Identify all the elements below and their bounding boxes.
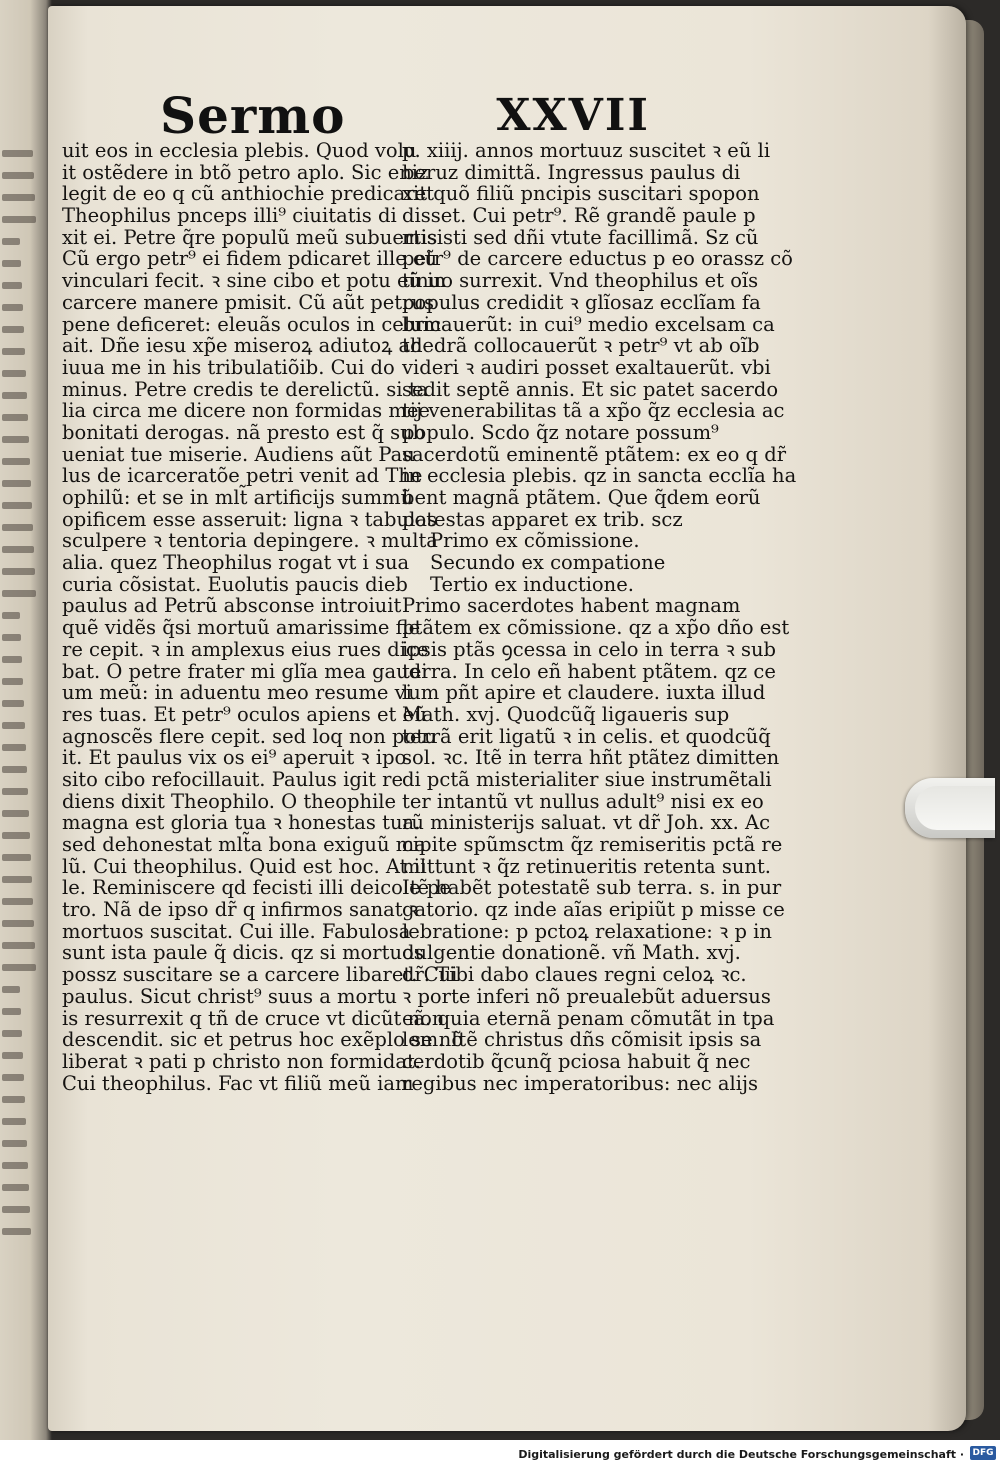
header-numeral: XXVII: [496, 90, 650, 141]
text-line: eã. quia eternã penam cõmutãt in tpa: [402, 1006, 775, 1030]
text-line: descendit. sic et petrus hoc exẽplo se nõ: [62, 1028, 464, 1052]
adjacent-page-text-mark: [2, 1140, 27, 1147]
adjacent-page-text-mark: [2, 832, 30, 839]
text-line: bat. O petre frater mi glĩa mea gaudi: [62, 659, 428, 683]
text-line: lia circa me dicere non formidas mee: [62, 399, 430, 423]
text-line: ꝛ porte inferi nõ preualebũt aduersus: [402, 984, 771, 1008]
adjacent-page-text-mark: [2, 568, 35, 575]
adjacent-page-text-mark: [2, 1184, 29, 1191]
adjacent-page-text-mark: [2, 1008, 21, 1015]
adjacent-page-text-mark: [2, 480, 31, 487]
text-line: cerdotib q̃cunq̃ pciosa habuit q̃ nec: [402, 1049, 751, 1073]
text-line: di pctã misterialiter siue instrumẽtali: [402, 767, 772, 791]
text-line: terrã erit ligatũ ꝛ in celis. et quodcũq̃: [402, 724, 771, 748]
adjacent-page-text-mark: [2, 414, 28, 421]
text-line: diens dixit Theophilo. O theophile: [62, 789, 397, 813]
text-line: Primo ex cõmissione.: [430, 529, 640, 553]
text-line: tro. Nã de ipso dr̃ q infirmos sanat ꝛ: [62, 898, 419, 922]
text-line: quẽ vidẽs q̃si mortuũ amarissime fle: [62, 616, 421, 640]
adjacent-page-text-mark: [2, 1030, 22, 1037]
text-line: populo. Scdo q̃z notare possum⁹: [402, 420, 719, 444]
adjacent-page-text-mark: [2, 744, 26, 751]
adjacent-page-text-mark: [2, 788, 28, 795]
adjacent-page-text-mark: [2, 876, 32, 883]
text-line: paulus. Sicut christ⁹ suus a mortu: [62, 984, 397, 1008]
adjacent-page-text-mark: [2, 436, 29, 443]
text-column-right: [402, 139, 797, 1095]
text-line: tij venerabilitas tã a xp̃o q̃z ecclesia ac: [402, 399, 785, 423]
text-line: in ecclesia plebis. qz in sancta ecclĩa ha: [402, 464, 797, 488]
adjacent-page-text-mark: [2, 1096, 25, 1103]
text-line: bent magnã ptãtem. Que q̃dem eorũ: [402, 486, 761, 509]
adjacent-page-text-mark: [2, 920, 34, 927]
text-line: sol. ꝛc. Itẽ in terra hñt ptãtez dimitten: [402, 746, 780, 770]
text-line: res tuas. Et petr⁹ oculos apiens et eũ: [62, 702, 427, 726]
text-line: ptãtem ex cõmissione. qz a xp̃o dño est: [402, 616, 790, 640]
text-line: sacerdotũ eminentẽ ptãtem: ex eo q dr̃: [402, 442, 787, 466]
text-line: mittunt ꝛ q̃z retinueritis retenta sunt.: [402, 854, 771, 878]
text-line: magna est gloria tua ꝛ honestas tua.: [62, 811, 421, 835]
text-line: misisti sed dñi vtute facillimã. Sz cũ: [402, 225, 759, 249]
adjacent-page-text-mark: [2, 810, 29, 817]
adjacent-page-text-mark: [2, 348, 25, 355]
text-line: uit eos in ecclesia plebis. Quod volu: [62, 139, 417, 162]
text-line: ipsis ptãs ꝯcessa in celo in terra ꝛ sub: [402, 637, 777, 661]
text-line: ter intantũ vt nullus adult⁹ nisi ex eo: [402, 789, 764, 813]
adjacent-page-text-mark: [2, 1228, 31, 1235]
text-line: um meũ: in aduentu meo resume vi: [62, 681, 412, 705]
adjacent-page-text-mark: [2, 766, 27, 773]
text-line: lebratione: p pctoꝝ relaxatione: ꝛ p in: [402, 919, 772, 943]
text-line: populus credidit ꝛ glĩosaz ecclĩam fa: [402, 290, 761, 314]
adjacent-page-text-mark: [2, 172, 34, 179]
text-line: ophilũ: et se in mlt̃ artificijs summũ: [62, 486, 414, 509]
adjacent-page-text-mark: [2, 238, 20, 245]
text-line: sito cibo refocillauit. Paulus igit re: [62, 767, 403, 791]
adjacent-page-text-mark: [2, 700, 24, 707]
adjacent-page-text-mark: [2, 326, 24, 333]
text-line: gatorio. qz inde aĩas eripiũt p misse ce: [402, 898, 785, 922]
text-line: sunt ista paule q̃ dicis. qz si mortuos: [62, 941, 424, 965]
text-line: ait. Dñe iesu xp̃e miseroꝝ adiutoꝝ ad: [62, 334, 423, 358]
text-line: re cepit. ꝛ in amplexus eius rues dice: [62, 637, 429, 661]
text-line: legit de eo q cũ anthiochie predicaret: [62, 182, 434, 206]
text-line: curia cõsistat. Euolutis paucis dieb: [62, 572, 408, 596]
text-line: sculpere ꝛ tentoria depingere. ꝛ multa: [62, 529, 438, 553]
text-line: opificem esse asseruit: ligna ꝛ tabulas: [62, 507, 437, 531]
adjacent-page-text-mark: [2, 1162, 28, 1169]
adjacent-page-text-mark: [2, 304, 23, 311]
page-clip-inner: [915, 786, 995, 830]
text-line: possz suscitare se a carcere libaret. Cui: [62, 963, 458, 987]
dfg-logo: DFG: [970, 1446, 996, 1460]
text-line: is resurrexit q tñ de cruce vt dicũt non: [62, 1006, 445, 1030]
adjacent-page-text-mark: [2, 260, 21, 267]
text-line: rũ ministerijs saluat. vt dr̃ Joh. xx. Ac: [402, 811, 771, 835]
text-line: it ostẽdere in btõ petro aplo. Sic eniz: [62, 160, 429, 184]
adjacent-page-text-mark: [2, 1074, 24, 1081]
adjacent-page-text-mark: [2, 546, 34, 553]
adjacent-page-text-mark: [2, 590, 36, 597]
text-line: videri ꝛ audiri posset exaltauerũt. vbi: [402, 355, 771, 379]
text-line: Cui theophilus. Fac vt filiũ meũ iam: [62, 1071, 414, 1095]
text-line: agnoscẽs flere cepit. sed loq non potu: [62, 724, 437, 748]
adjacent-page-text-mark: [2, 1118, 26, 1125]
text-line: lus de icarceratõe petri venit ad The: [62, 464, 423, 488]
adjacent-page-text-mark: [2, 458, 30, 465]
adjacent-page-text-mark: [2, 986, 20, 993]
adjacent-page-text-mark: [2, 612, 20, 619]
adjacent-page-text-mark: [2, 854, 31, 861]
adjacent-page-text-mark: [2, 1052, 23, 1059]
adjacent-page-text-mark: [2, 898, 33, 905]
text-line: bonitati derogas. nã presto est q̃ sub: [62, 420, 426, 444]
text-line: it. Et paulus vix os ei⁹ aperuit ꝛ ipo: [62, 746, 407, 770]
text-line: Primo sacerdotes habent magnam: [402, 594, 741, 618]
text-line: sed dehonestat mlt̃a bona exiguũ ma: [62, 833, 426, 856]
adjacent-page-text-mark: [2, 942, 35, 949]
text-line: cipite spũmsctm q̃z remiseritis pctã re: [402, 833, 783, 856]
text-line: vinculari fecit. ꝛ sine cibo et potu eũ in: [62, 269, 447, 293]
adjacent-page-edge: [0, 0, 52, 1440]
adjacent-page-text-mark: [2, 678, 23, 685]
text-line: lem. Itẽ christus dñs cõmisit ipsis sa: [402, 1028, 762, 1052]
text-line: Cũ ergo petr⁹ ei fidem pdicaret ille eũ: [62, 247, 438, 271]
text-line: lũ. Cui theophilus. Quid est hoc. At il: [62, 854, 427, 878]
text-line: minus. Petre credis te derelictũ. si ta: [62, 377, 429, 401]
text-line: Tertio ex inductione.: [430, 572, 634, 596]
text-line: iuua me in his tribulatiõib. Cui do: [62, 355, 395, 379]
text-line: petr⁹ de carcere eductus p eo orassz cõ: [402, 247, 793, 271]
text-line: dr̃. Tibi dabo claues regni celoꝝ ꝛc.: [402, 963, 747, 987]
text-line: pene deficeret: eleuãs oculos in celum: [62, 312, 442, 336]
adjacent-page-text-mark: [2, 194, 35, 201]
text-line: dulgentie donationẽ. vñ Math. xvj.: [402, 941, 741, 965]
text-line: alia. quez Theophilus rogat vt i sua: [62, 551, 410, 575]
text-line: potestas apparet ex trib. scz: [402, 507, 683, 531]
text-column-left: [62, 139, 464, 1095]
text-line: xit ei. Petre q̃re populũ meũ subuertis: [62, 225, 438, 249]
adjacent-page-text-mark: [2, 1206, 30, 1213]
adjacent-page-text-mark: [2, 150, 33, 157]
adjacent-page-text-mark: [2, 282, 22, 289]
adjacent-page-text-mark: [2, 634, 21, 641]
text-line: beruz dimittã. Ingressus paulus di: [402, 160, 741, 184]
text-line: bricauerũt: in cui⁹ medio excelsam ca: [402, 312, 775, 336]
text-line: Itẽ habẽt potestatẽ sub terra. s. in pur: [402, 876, 782, 900]
text-line: terra. In celo eñ habent ptãtem. qz ce: [402, 659, 776, 683]
text-line: disset. Cui petr⁹. Rẽ grandẽ paule p: [402, 204, 756, 228]
adjacent-page-text-mark: [2, 656, 22, 663]
text-line: liberat ꝛ pati p christo non formidat.: [62, 1049, 422, 1073]
text-line: p. xiiij. annos mortuuz suscitet ꝛ eũ li: [402, 139, 771, 162]
adjacent-page-text-mark: [2, 392, 27, 399]
text-line: sedit septẽ annis. Et sic patet sacerdo: [402, 377, 779, 401]
header-title: Sermo: [160, 86, 346, 145]
adjacent-page-text-mark: [2, 524, 33, 531]
text-line: thedrã collocauerũt ꝛ petr⁹ vt ab oĩb: [402, 334, 760, 358]
text-line: carcere manere pmisit. Cũ aũt petrus: [62, 290, 434, 314]
adjacent-page-text-mark: [2, 370, 26, 377]
adjacent-page-text-mark: [2, 502, 32, 509]
adjacent-page-text-mark: [2, 722, 25, 729]
adjacent-page-text-mark: [2, 216, 36, 223]
footer-credit: Digitalisierung gefördert durch die Deutsche Forschungsgemeinschaft ·: [518, 1448, 964, 1461]
text-line: ueniat tue miserie. Audiens aũt Pau: [62, 442, 415, 466]
text-line: paulus ad Petrũ absconse introiuit: [62, 594, 402, 618]
text-line: xit quõ filiũ pncipis suscitari spopon: [402, 182, 760, 206]
text-line: le. Reminiscere qd fecisti illi deicole pe: [62, 876, 451, 900]
text-line: mortuos suscitat. Cui ille. Fabulosa: [62, 919, 411, 943]
text-line: tinuo surrexit. Vnd theophilus et oĩs: [402, 269, 759, 293]
text-line: regibus nec imperatoribus: nec alijs: [402, 1071, 759, 1095]
text-line: Math. xvj. Quodcũq̃ ligaueris sup: [402, 702, 730, 726]
text-line: Secundo ex compatione: [430, 551, 666, 575]
adjacent-page-text-mark: [2, 964, 36, 971]
text-line: lum pñt apire et claudere. iuxta illud: [402, 681, 766, 705]
text-line: Theophilus pnceps illi⁹ ciuitatis di: [62, 204, 397, 228]
running-header: [160, 86, 650, 146]
